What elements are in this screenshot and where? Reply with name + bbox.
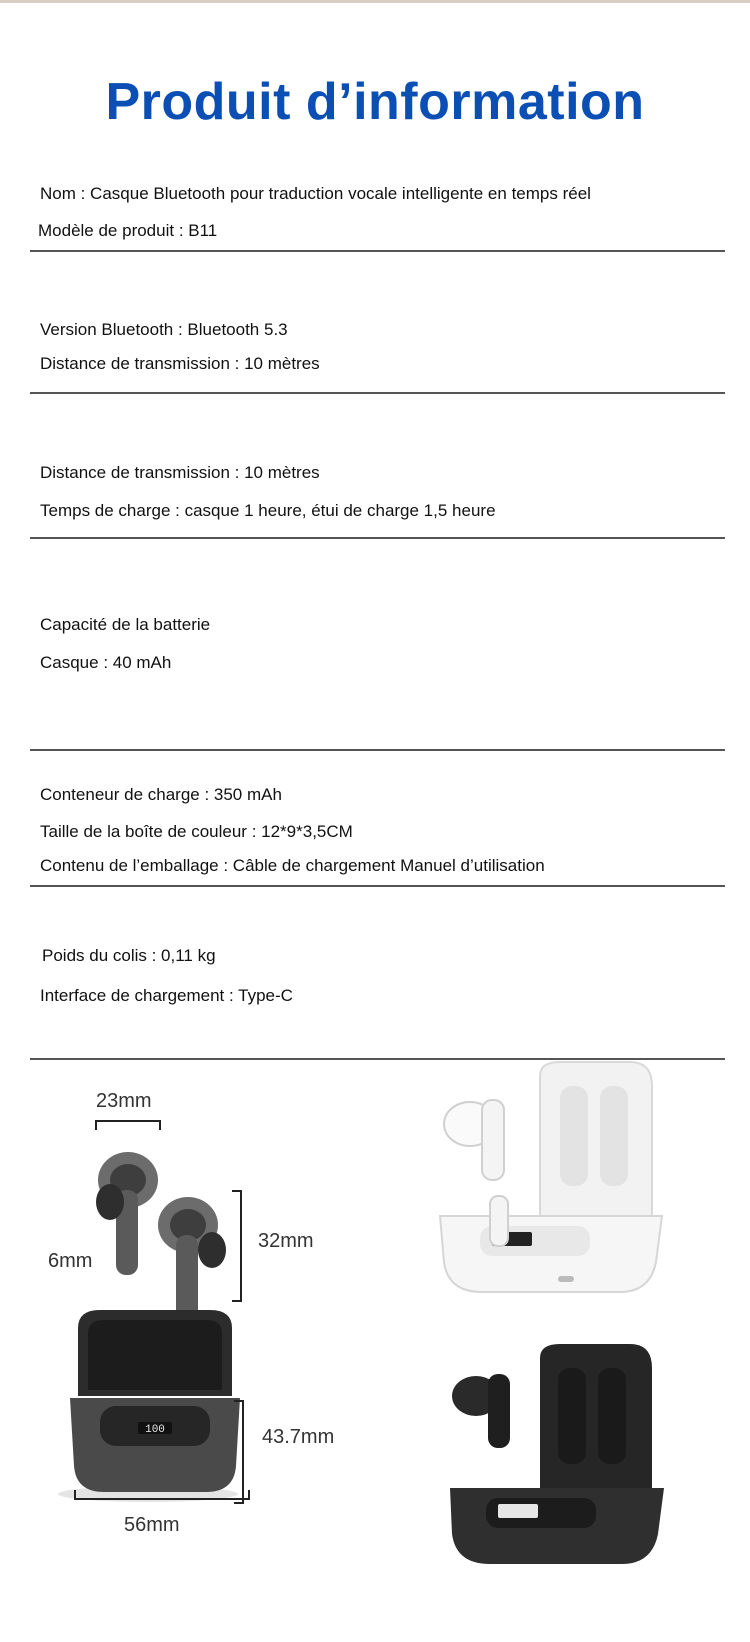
dimension-earbud-width: 23mm (96, 1090, 152, 1112)
dimension-earbud-depth: 6mm (48, 1250, 93, 1272)
spec-section-package (30, 785, 725, 905)
spec-package-contents: Contenu de l’emballage : Câble de chargement Manuel d’utilisation (40, 856, 545, 875)
spec-section-battery (30, 615, 725, 755)
dimension-case-height: 43.7mm (262, 1426, 335, 1448)
spec-case-battery: Conteneur de charge : 350 mAh (40, 785, 282, 804)
spec-section-name-model (30, 180, 725, 260)
section-divider (30, 250, 725, 252)
dimension-bracket-height (232, 1190, 242, 1302)
spec-section-weight (30, 946, 725, 1066)
product-images (0, 1090, 750, 1642)
page-title: Produit d’information (105, 73, 645, 131)
spec-package-weight: Poids du colis : 0,11 kg (42, 946, 216, 965)
dimension-case-width: 56mm (124, 1514, 180, 1536)
charging-case-white-icon (430, 1056, 690, 1316)
section-divider (30, 885, 725, 887)
spec-charging-interface: Interface de chargement : Type-C (40, 986, 293, 1005)
section-divider (30, 537, 725, 539)
section-divider (30, 392, 725, 394)
spec-section-bluetooth (30, 320, 725, 410)
spec-bluetooth-version: Version Bluetooth : Bluetooth 5.3 (40, 320, 288, 339)
charging-case-dark-icon (30, 1306, 250, 1506)
charging-case-black-icon (440, 1338, 690, 1578)
spec-model: Modèle de produit : B11 (38, 221, 218, 240)
spec-charge-time: Temps de charge : casque 1 heure, étui de charge 1,5 heure (40, 501, 496, 520)
spec-box-size: Taille de la boîte de couleur : 12*9*3,5CM (40, 822, 353, 841)
spec-section-charging (30, 463, 725, 553)
spec-transmission-distance: Distance de transmission : 10 mètres (40, 354, 320, 373)
spec-transmission-distance-2: Distance de transmission : 10 mètres (40, 463, 320, 482)
spec-earbud-battery: Casque : 40 mAh (40, 653, 172, 672)
case-display-readout: 100 (145, 1424, 165, 1436)
section-divider (30, 749, 725, 751)
spec-name: Nom : Casque Bluetooth pour traduction vocale intelligente en temps réel (40, 184, 591, 203)
dimension-earbud-height: 32mm (258, 1230, 314, 1252)
dimension-bracket-case-height (234, 1400, 244, 1504)
top-accent-line (0, 0, 750, 3)
dimension-bracket-width (95, 1120, 161, 1130)
spec-battery-capacity: Capacité de la batterie (40, 615, 211, 634)
dimension-bracket-case-width (74, 1490, 250, 1500)
